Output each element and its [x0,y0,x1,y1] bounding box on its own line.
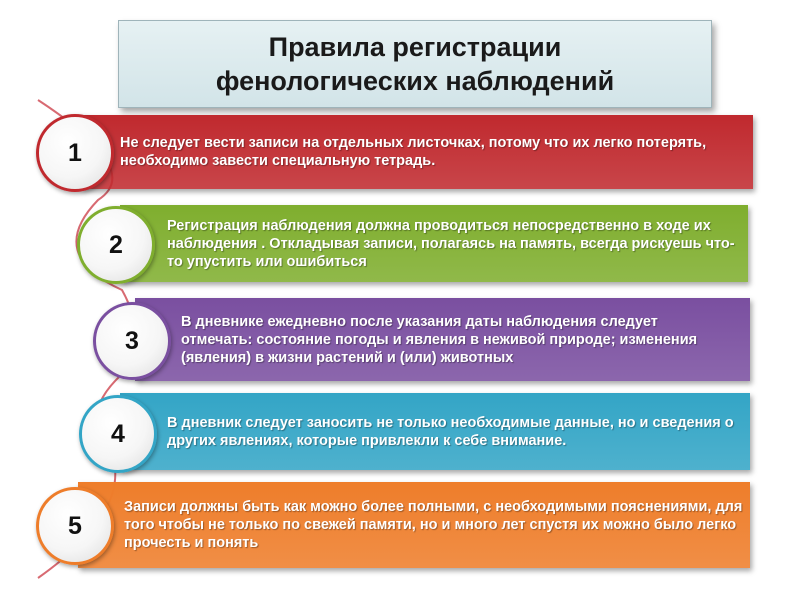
rule-band-2 [120,205,748,282]
rule-number-4: 4 [111,419,125,448]
rule-text-2: Регистрация наблюдения должна проводиться непосредственно в ходе их наблюдения . Откладывая записи, полагаясь на память, всегда рискуешь что-то упустить или ошибиться [167,217,735,270]
rule-number-circle-4 [79,395,157,473]
rule-number-2: 2 [109,230,123,259]
rule-number-5: 5 [68,511,82,540]
rule-number-1: 1 [68,138,82,167]
rule-band-5 [78,482,750,568]
rule-number-circle-1 [36,114,114,192]
rule-text-5: Записи должны быть как можно более полными, с необходимыми пояснениями, для того чтобы не только по свежей памяти, но и много лет спустя их можно было легко прочесть и понять [124,499,743,551]
rule-band-3 [135,298,750,381]
rule-band-1 [80,115,753,189]
rule-band-4 [120,393,750,470]
rule-number-3: 3 [125,326,139,355]
title-box [118,20,712,108]
rule-text-3: В дневнике ежедневно после указания даты наблюдения следует отмечать: состояние погоды и явления в неживой природе; изменения (явления) в жизни растений и (или) животных [181,313,698,366]
rule-text-4: В дневник следует заносить не только необходимые данные, но и сведения о других явлениях, которые привлекли к себе внимание. [167,414,734,449]
rule-number-circle-5 [36,487,114,565]
rule-number-circle-3 [93,302,171,380]
rule-text-1: Не следует вести записи на отдельных листочках, потому что их легко потерять, необходимо завести специальную тетрадь. [120,135,707,169]
rule-number-circle-2 [77,206,155,284]
page-title: Правила регистрации фенологических наблюдений [215,32,615,96]
